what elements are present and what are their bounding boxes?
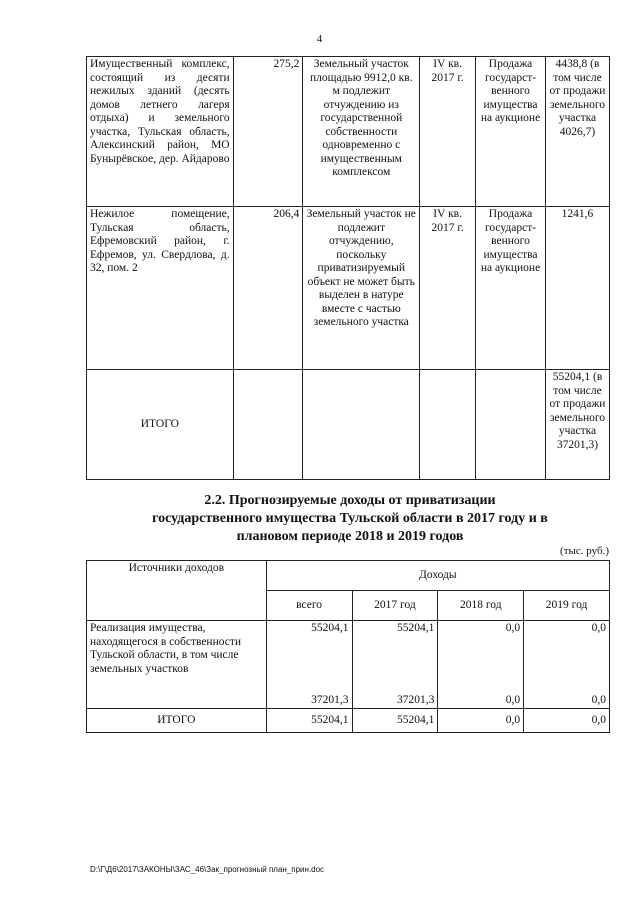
page-number: 4 [316, 33, 323, 45]
column-header: 2017 год [352, 591, 438, 621]
header-sources: Источники доходов [87, 561, 267, 621]
value-cell [266, 621, 352, 709]
value-land: 37201,3 [311, 693, 349, 706]
object-area: 206,4 [233, 207, 303, 370]
empty-cell [420, 370, 476, 480]
sale-period: IV кв. 2017 г. [420, 207, 476, 370]
object-name: Имущественный комплекс, состоящий из десяти нежилых зданий (десять домов летнего лагеря отдыха) и земельного участка, Тульская область, Алексинский район, МО Бунырёвское, дер. Айдарово [87, 57, 234, 207]
sale-period: IV кв. 2017 г. [420, 57, 476, 207]
privatization-objects-table [86, 56, 610, 480]
table-header-row [87, 561, 610, 591]
header-income: Доходы [266, 561, 609, 591]
total-income: 55204,1 (в том числе от продажи земельного участка 37201,3) [545, 370, 609, 480]
expected-income: 4438,8 (в том числе от продажи земельного участка 4026,7) [545, 57, 609, 207]
table-total-row [87, 709, 610, 733]
table-row [87, 57, 610, 207]
table-total-row [87, 370, 610, 480]
total-value: 55204,1 [352, 709, 438, 733]
column-header: всего [266, 591, 352, 621]
total-label: ИТОГО [87, 370, 234, 480]
table-row [87, 207, 610, 370]
units-label: (тыс. руб.) [560, 545, 609, 557]
file-path-footer: D:\Г\Д6\2017\ЗАКОНЫ\ЗАС_46\Зак_прогнозный план_прин.doc [90, 865, 325, 874]
income-forecast-table [86, 560, 610, 733]
sale-method: Продажа государст-венного имущества на аукционе [476, 57, 546, 207]
value-total: 55204,1 [397, 622, 435, 634]
total-value: 0,0 [438, 709, 524, 733]
empty-cell [233, 370, 303, 480]
value-cell [352, 621, 438, 709]
value-total: 0,0 [505, 622, 521, 634]
section-heading: 2.2. Прогнозируемые доходы от приватизации государственного имущества Тульской области в 2017 году и в плановом периоде 2018 и 2019 годов [152, 493, 548, 544]
empty-cell [476, 370, 546, 480]
total-label: ИТОГО [87, 709, 267, 733]
row-label: Реализация имущества, находящегося в собственности Тульской области, в том числе земельных участков [87, 621, 267, 709]
value-cell [438, 621, 524, 709]
column-header: 2019 год [524, 591, 610, 621]
land-status: Земельный участок площадью 9912,0 кв. м подлежит отчуждению из государственной собственности одновременно с имущественным комплексом [303, 57, 420, 207]
table-row [87, 621, 610, 709]
empty-cell [303, 370, 420, 480]
object-area: 275,2 [233, 57, 303, 207]
column-header: 2018 год [438, 591, 524, 621]
value-cell [524, 621, 610, 709]
total-value: 55204,1 [266, 709, 352, 733]
expected-income: 1241,6 [545, 207, 609, 370]
object-name: Нежилое помещение, Тульская область, Ефремовский район, г. Ефремов, ул. Свердлова, д. 32, пом. 2 [87, 207, 234, 370]
value-total: 55204,1 [311, 622, 349, 634]
value-land: 37201,3 [397, 693, 435, 706]
total-value: 0,0 [524, 709, 610, 733]
value-land: 0,0 [505, 693, 521, 706]
land-status: Земельный участок не подлежит отчуждению, поскольку приватизируемый объект не может быть выделен в натуре вместе с частью земельного участка [303, 207, 420, 370]
value-land: 0,0 [591, 693, 606, 706]
sale-method: Продажа государст-венного имущества на аукционе [476, 207, 546, 370]
value-total: 0,0 [591, 622, 606, 634]
